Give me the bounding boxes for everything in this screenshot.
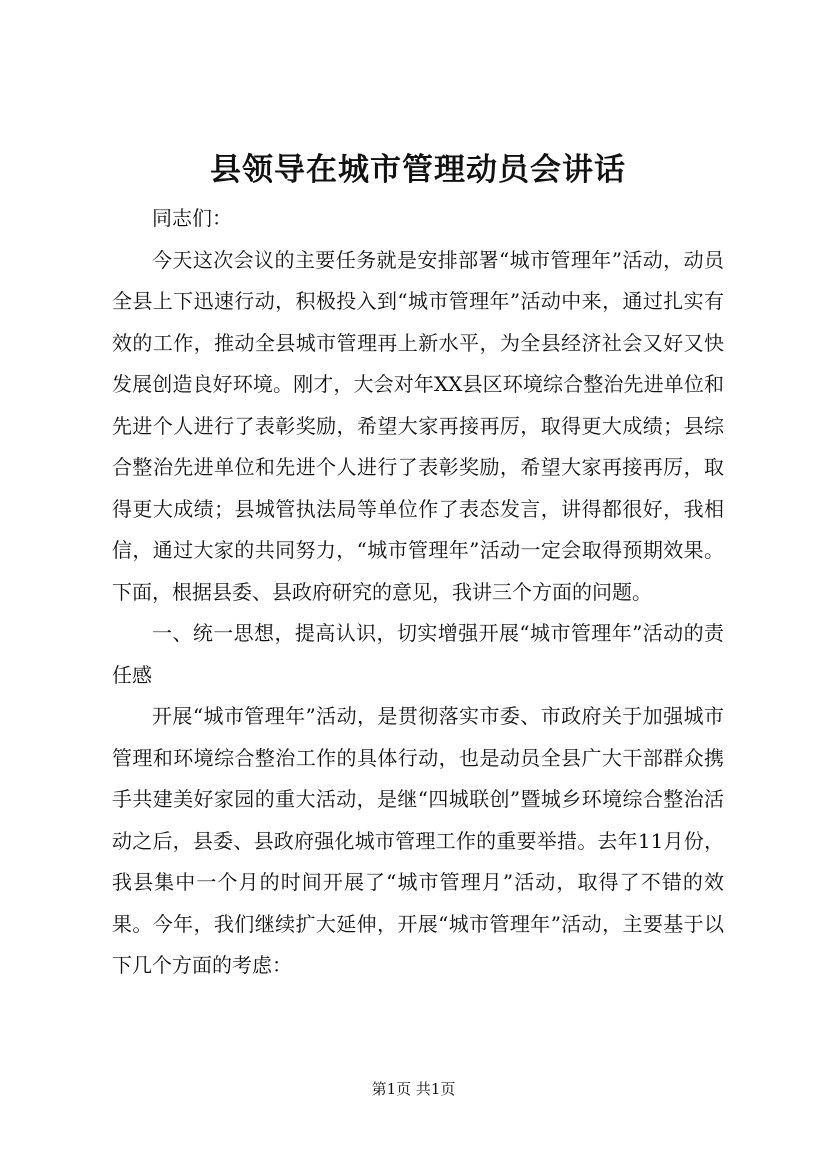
- document-title: 县领导在城市管理动员会讲话: [210, 152, 626, 188]
- document-page: [112, 150, 724, 987]
- page-footer: 第1页 共1页: [371, 1080, 456, 1098]
- section-heading-one: 一、统一思想，提高认识，切实增强开展“城市管理年”活动的责任感: [112, 621, 724, 687]
- paragraph-intro: 今天这次会议的主要任务就是安排部署“城市管理年”活动，动员全县上下迅速行动，积极投入到“城市管理年”活动中来，通过扎实有效的工作，推动全县城市管理再上新水平，为全县经济社会又好又快发展创造良好环境。刚才，大会对年XX县区环境综合整治先进单位和先进个人进行了表彰奖励，希望大家再接再厉，取得更大成绩；县综合整治先进单位和先进个人进行了表彰奖励，希望大家再接再厉，取得更大成绩；县城管执法局等单位作了表态发言，讲得都很好，我相信，通过大家的共同努力，“城市管理年”活动一定会取得预期效果。下面，根据县委、县政府研究的意见，我讲三个方面的问题。: [112, 247, 724, 604]
- paragraph-section-one: 开展“城市管理年”活动，是贯彻落实市委、市政府关于加强城市管理和环境综合整治工作的具体行动，也是动员全县广大干部群众携手共建美好家园的重大活动，是继“四城联创”暨城乡环境综合整治活动之后，县委、县政府强化城市管理工作的重要举措。去年11月份，我县集中一个月的时间开展了“城市管理月”活动，取得了不错的效果。今年，我们继续扩大延伸，开展“城市管理年”活动，主要基于以下几个方面的考虑：: [112, 704, 724, 977]
- salutation: 同志们：: [152, 206, 232, 230]
